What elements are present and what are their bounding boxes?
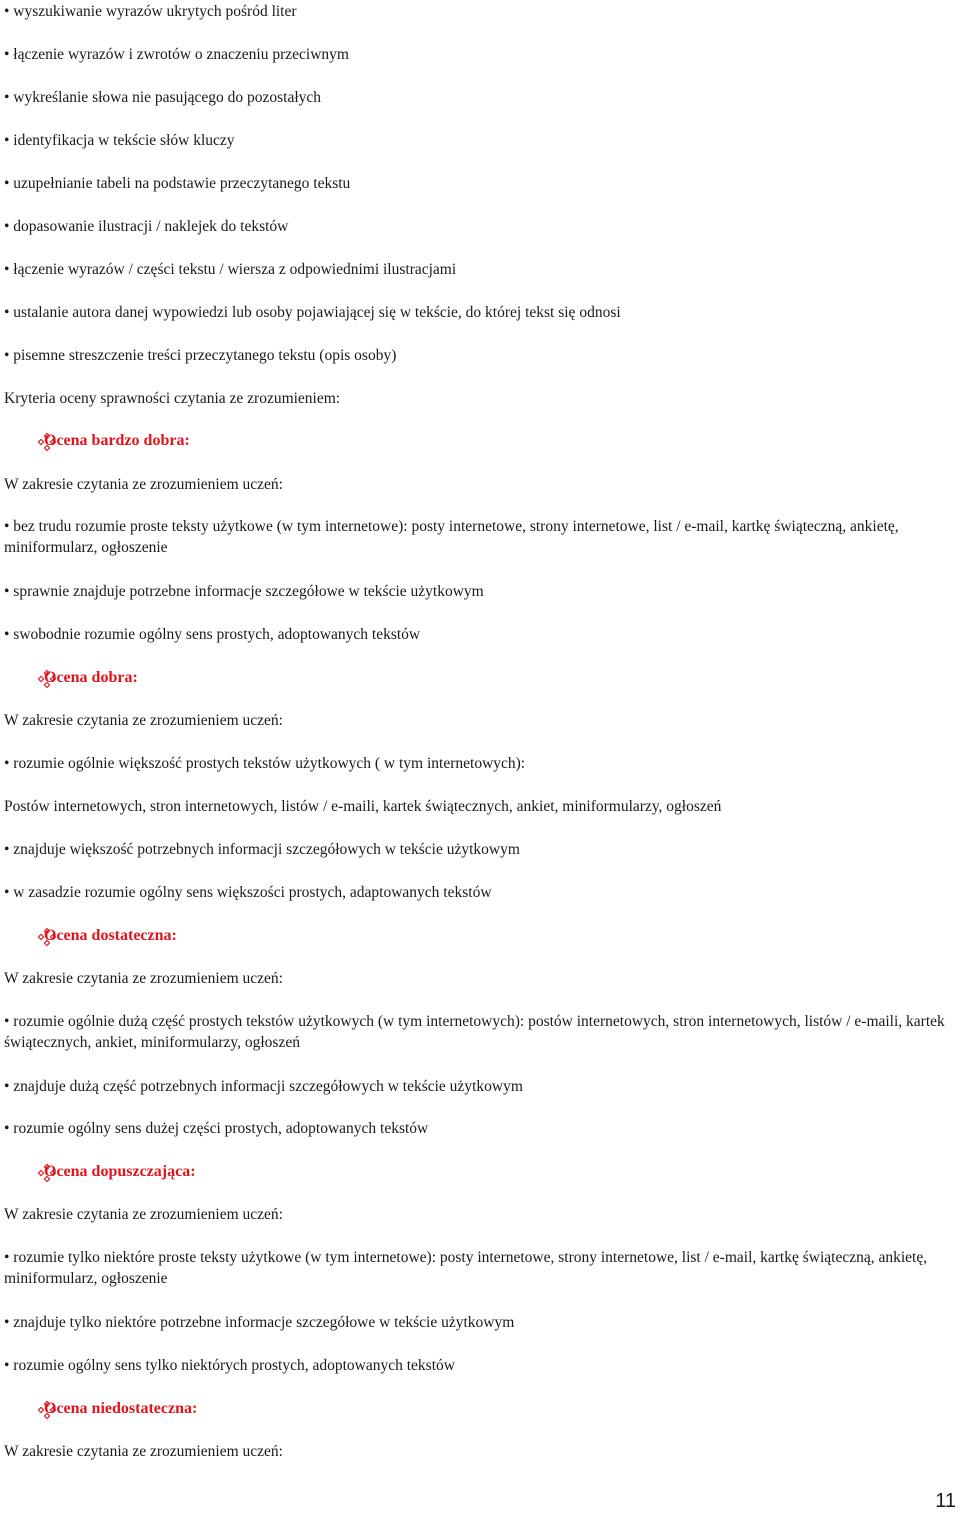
list-item: • znajduje dużą część potrzebnych informacji szczegółowych w tekście użytkowym: [4, 1078, 523, 1095]
paragraph: W zakresie czytania ze zrozumieniem uczeń:: [4, 1443, 283, 1460]
list-item: • dopasowanie ilustracji / naklejek do tekstów: [4, 218, 289, 235]
list-item: • znajduje większość potrzebnych informacji szczegółowych w tekście użytkowym: [4, 841, 520, 858]
grade-heading: Ocena dostateczna:: [44, 927, 177, 944]
paragraph: W zakresie czytania ze zrozumieniem uczeń:: [4, 712, 283, 729]
list-item: • pisemne streszczenie treści przeczytanego tekstu (opis osoby): [4, 347, 397, 364]
paragraph: W zakresie czytania ze zrozumieniem uczeń:: [4, 970, 283, 987]
list-item: • ustalanie autora danej wypowiedzi lub osoby pojawiającej się w tekście, do której tekst się odnosi: [4, 304, 621, 321]
grade-heading: Ocena dopuszczająca:: [44, 1163, 196, 1180]
list-item: • identyfikacja w tekście słów kluczy: [4, 132, 235, 149]
paragraph: Postów internetowych, stron internetowych, listów / e-maili, kartek świątecznych, ankiet, miniformularzy, ogłoszeń: [4, 798, 722, 815]
grade-heading: Ocena dobra:: [44, 669, 138, 686]
list-item: • uzupełnianie tabeli na podstawie przeczytanego tekstu: [4, 175, 351, 192]
list-item: • bez trudu rozumie proste teksty użytkowe (w tym internetowe): posty internetowe, strony internetowe, list / e-mail, kartkę świąteczną, ankietę, miniformularz, ogłoszenie: [4, 518, 899, 556]
paragraph: Kryteria oceny sprawności czytania ze zrozumieniem:: [4, 390, 341, 407]
list-item: • wyszukiwanie wyrazów ukrytych pośród liter: [4, 3, 297, 20]
paragraph: W zakresie czytania ze zrozumieniem uczeń:: [4, 1206, 283, 1223]
list-item: • wykreślanie słowa nie pasującego do pozostałych: [4, 89, 322, 106]
grade-heading: Ocena bardzo dobra:: [44, 432, 190, 449]
list-item: • w zasadzie rozumie ogólny sens większości prostych, adaptowanych tekstów: [4, 884, 492, 901]
list-item: • rozumie tylko niektóre proste teksty użytkowe (w tym internetowe): posty internetowe, strony internetowe, list / e-mail, kartkę świąteczną, ankietę, miniformularz, ogłoszenie: [4, 1249, 928, 1287]
paragraph: W zakresie czytania ze zrozumieniem uczeń:: [4, 476, 283, 493]
list-item: • rozumie ogólny sens dużej części prostych, adoptowanych tekstów: [4, 1120, 429, 1137]
list-item: • łączenie wyrazów i zwrotów o znaczeniu przeciwnym: [4, 46, 349, 63]
list-item: • rozumie ogólnie większość prostych tekstów użytkowych ( w tym internetowych):: [4, 755, 526, 772]
page-number: 11: [935, 1490, 956, 1512]
list-item: • znajduje tylko niektóre potrzebne informacje szczegółowe w tekście użytkowym: [4, 1314, 515, 1331]
list-item: • łączenie wyrazów / części tekstu / wiersza z odpowiednimi ilustracjami: [4, 261, 457, 278]
list-item: • swobodnie rozumie ogólny sens prostych, adoptowanych tekstów: [4, 626, 421, 643]
list-item: • rozumie ogólny sens tylko niektórych prostych, adoptowanych tekstów: [4, 1357, 455, 1374]
list-item: • rozumie ogólnie dużą część prostych tekstów użytkowych (w tym internetowych): postów internetowych, stron internetowych, listów / e-maili, kartek świątecznych, ankiet, miniformularzy, ogłoszeń: [4, 1013, 945, 1051]
list-item: • sprawnie znajduje potrzebne informacje szczegółowe w tekście użytkowym: [4, 583, 484, 600]
grade-heading: Ocena niedostateczna:: [44, 1400, 198, 1417]
